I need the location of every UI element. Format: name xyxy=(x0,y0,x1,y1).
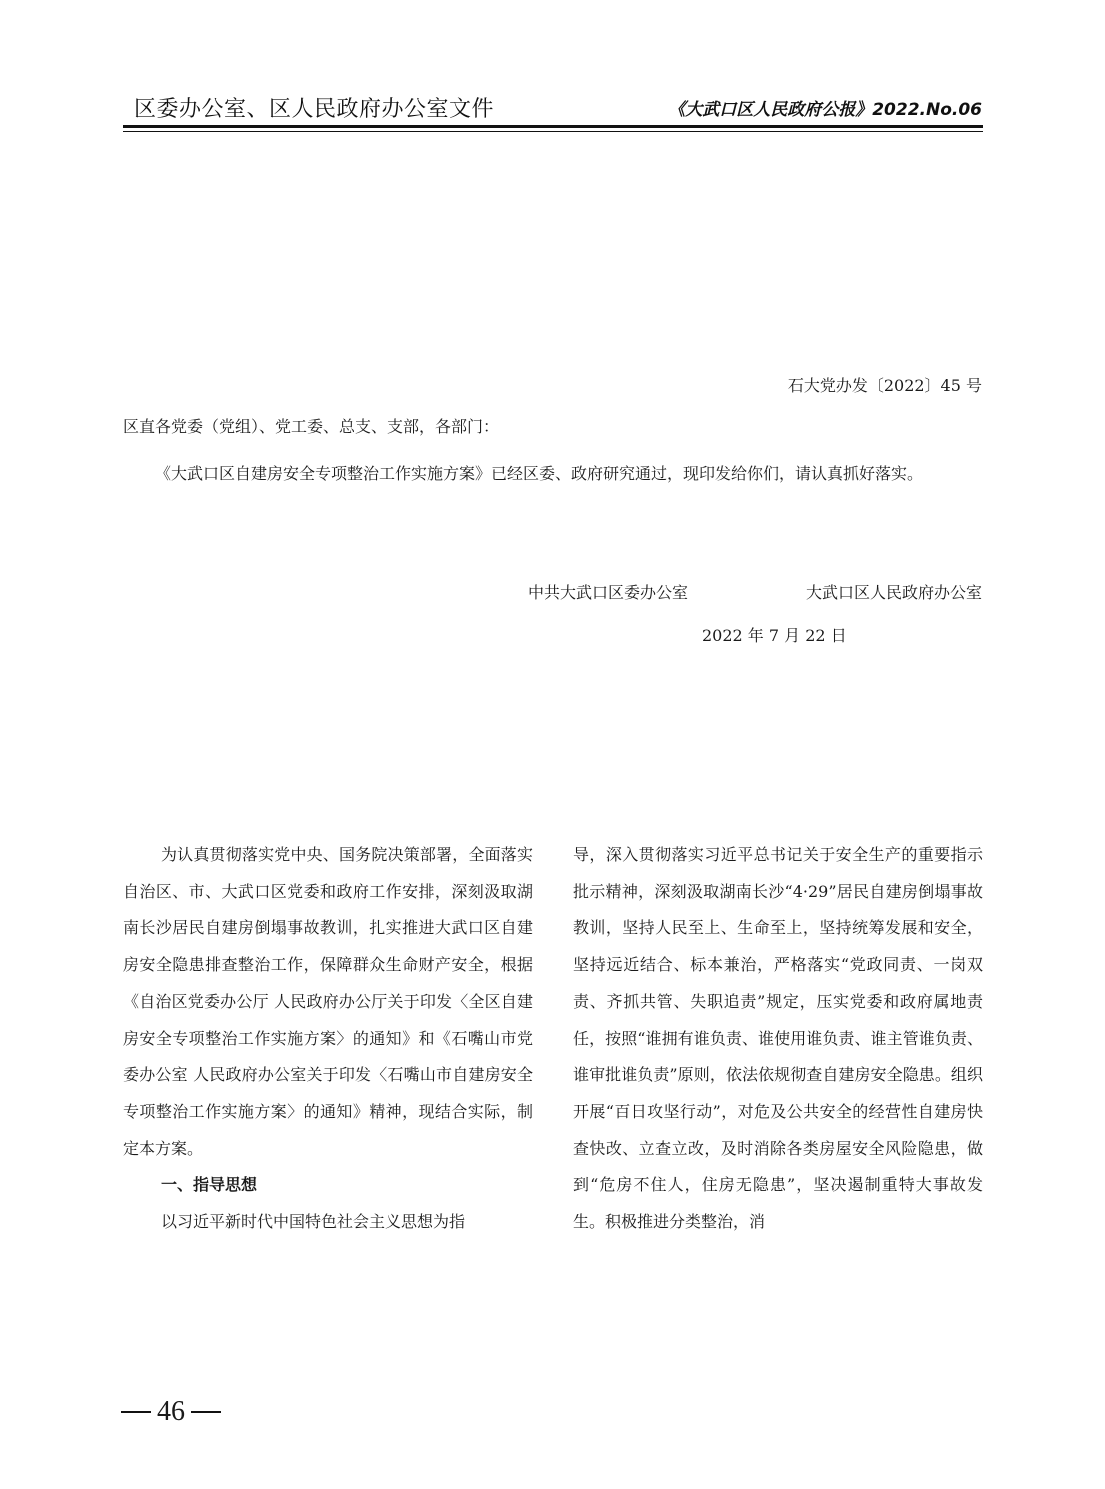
section-title-guiding-thought: 一、指导思想 xyxy=(161,1175,258,1195)
addressee: 区直各党委（党组）、党工委、总支、支部，各部门： xyxy=(123,417,500,436)
page-number xyxy=(121,1396,221,1428)
header-left-title: 区委办公室、区人民政府办公室文件 xyxy=(134,97,495,122)
section-paragraph-continued: 导，深入贯彻落实习近平总书记关于安全生产的重要指示批示精神，深刻汲取湖南长沙“4·29”居民自建房倒塌事故教训，坚持人民至上、生命至上，坚持统筹发展和安全，坚持远近结合、标本兼治，严格落实“党政同责、一岗双责、齐抓共管、失职追责”规定，压实党委和政府属地责任，按照“谁拥有谁负责、谁使用谁负责、谁主管谁负责、谁审批谁负责”原则，依法依规彻查自建房安全隐患。组织开展“百日攻坚行动”，对危及公共安全的经营性自建房快查快改、立查立改，及时消除各类房屋安全风险隐患，做到“危房不住人，住房无隐患”，坚决遏制重特大事故发生。积极推进分类整治，消 xyxy=(573,845,983,1232)
page-number-dash-right xyxy=(191,1411,221,1413)
notice-body: 《大武口区自建房安全专项整治工作实施方案》已经区委、政府研究通过，现印发给你们，请认真抓好落实。 xyxy=(155,464,924,483)
header-rule-thick xyxy=(123,125,983,128)
notice-date: 2022 年 7 月 22 日 xyxy=(702,626,847,645)
section-paragraph-start: 以习近平新时代中国特色社会主义思想为指 xyxy=(161,1212,466,1232)
article-intro-paragraph: 为认真贯彻落实党中央、国务院决策部署，全面落实自治区、市、大武口区党委和政府工作安排，深刻汲取湖南长沙居民自建房倒塌事故教训，扎实推进大武口区自建房安全隐患排查整治工作，保障群众生命财产安全，根据《自治区党委办公厅 人民政府办公厅关于印发〈全区自建房安全专项整治工作实施方案〉的通知》和《石嘴山市党委办公室 人民政府办公室关于印发〈石嘴山市自建房安全专项整治工作实施方案〉的通知》精神，现结合实际，制定本方案。 xyxy=(123,845,533,1158)
signature-party-office: 中共大武口区委办公室 xyxy=(528,583,689,602)
page-number-dash-left xyxy=(121,1411,151,1413)
header-rule-thin xyxy=(123,131,983,132)
article-left-column xyxy=(123,837,533,1241)
document-number: 石大党办发〔2022〕45 号 xyxy=(787,376,982,395)
article-right-column xyxy=(573,837,983,1241)
page-number-value: 46 xyxy=(157,1396,185,1427)
header-right-title: 《大武口区人民政府公报》2022.No.06 xyxy=(668,100,982,120)
signature-government-office: 大武口区人民政府办公室 xyxy=(805,583,982,602)
